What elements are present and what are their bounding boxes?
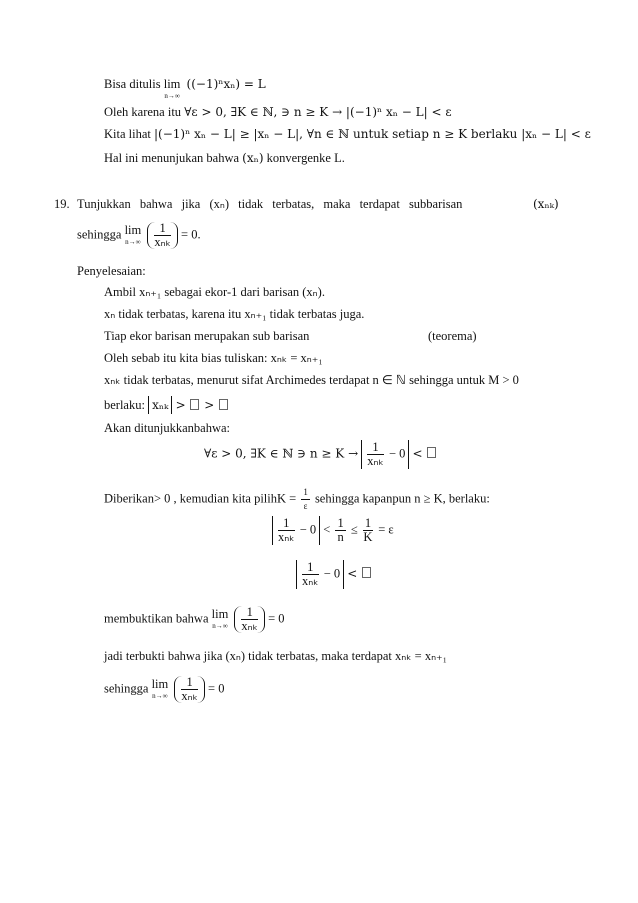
fraction-den: xₙₖ [181, 689, 198, 703]
paren-group [174, 676, 205, 703]
lim-sub: n→∞ [125, 238, 141, 246]
math: < [347, 566, 362, 581]
fraction-den: ε [303, 501, 308, 511]
answer-line-4: Oleh sebab itu kita bias tuliskan: xₙₖ = xₙ₊₁ [104, 351, 323, 365]
abs-value [361, 440, 409, 469]
fraction [301, 486, 310, 513]
question-text [77, 196, 551, 212]
fraction [154, 222, 171, 249]
math: (xₙ) [242, 151, 264, 165]
answer-line-9 [104, 486, 490, 513]
answer-line-2: xₙ tidak terbatas, karena itu xₙ₊₁ tidak terbatas juga. [104, 307, 365, 321]
math: − 0 [323, 566, 341, 581]
fraction [302, 561, 319, 588]
math: = ε [378, 522, 394, 537]
fraction [241, 606, 258, 633]
limit-operator [152, 676, 169, 700]
limit-operator [125, 222, 142, 246]
abs-value [296, 560, 344, 589]
math: ≤ [350, 522, 358, 537]
line-hal-ini [104, 150, 345, 166]
math: ∀ε > 0, ∃K ∈ ℕ ∋ n ≥ K → [204, 446, 359, 461]
fraction-den: n [337, 530, 344, 544]
question-limit-line [77, 222, 201, 249]
text: Diberikan> 0 , kemudian kita pilihK = [104, 491, 297, 506]
text: konvergenke L. [266, 151, 345, 165]
answer-line-6 [104, 396, 229, 414]
missing-glyph-box [190, 399, 199, 410]
abs-value [272, 516, 320, 545]
answer-line-13: jadi terbukti bahwa jika (xₙ) tidak terbatas, maka terdapat xₙₖ = xₙ₊₁ [104, 649, 448, 663]
text: sehingga kapanpun n ≥ K, berlaku: [314, 491, 490, 506]
fraction [335, 517, 345, 544]
fraction-num: 1 [337, 516, 344, 530]
math: < [412, 446, 427, 461]
lim-sub: n→∞ [164, 92, 180, 100]
fraction [367, 441, 384, 468]
text: membuktikan bahwa [104, 611, 209, 626]
fraction-num: 1 [154, 222, 171, 236]
answer-line-1: Ambil xₙ₊₁ sebagai ekor-1 dari barisan (xₙ). [104, 285, 325, 299]
math: − 0 [299, 522, 317, 537]
text: sehingga [104, 681, 149, 696]
missing-glyph-box [362, 567, 371, 578]
answer-line-3: Tiap ekor barisan merupakan sub barisan [104, 329, 310, 343]
text: berlaku: [104, 398, 145, 412]
fraction [278, 517, 295, 544]
fraction-num: 1 [301, 486, 310, 500]
subsequence-symbol: (xₙₖ) [533, 197, 559, 211]
math: < [323, 522, 331, 537]
answer-line-7: Akan ditunjukkanbahwa: [104, 421, 231, 435]
fraction-den: xₙₖ [241, 619, 258, 633]
lim-word: lim [124, 223, 142, 237]
answer-line-10 [272, 516, 394, 545]
math: |(−1)ⁿ xₙ − L| ≥ |xₙ − L|, ∀n ∈ ℕ untuk setiap n ≥ K berlaku |xₙ − L| < ε [154, 127, 591, 141]
paren-group [147, 222, 178, 249]
text: = 0. [181, 227, 201, 242]
fraction-den: xₙₖ [278, 530, 295, 544]
fraction-num: 1 [364, 516, 372, 530]
line-kita-lihat [104, 126, 591, 142]
fraction-num: 1 [367, 441, 384, 455]
fraction [363, 517, 373, 544]
question-number: 19. [54, 197, 70, 211]
answer-line-11 [296, 560, 372, 589]
text: Bisa ditulis [104, 77, 161, 91]
text: Oleh karena itu [104, 105, 182, 119]
fraction-den: K [363, 530, 373, 544]
math: − 0 [388, 446, 406, 461]
limit-operator [212, 606, 229, 630]
fraction [181, 676, 198, 703]
paren-group [234, 606, 265, 633]
math: > [200, 398, 219, 412]
missing-glyph-box [219, 399, 228, 410]
text: Kita lihat [104, 127, 151, 141]
fraction-num: 1 [278, 517, 295, 531]
lim-sub: n→∞ [152, 692, 168, 700]
math: ∀ε > 0, ∃K ∈ ℕ, ∋ n ≥ K → |(−1)ⁿ xₙ − L| < ε [184, 105, 452, 119]
math: = 0 [208, 681, 225, 696]
fraction-den: xₙₖ [367, 454, 384, 468]
abs-value: xₙₖ [148, 396, 172, 414]
lim-word: lim [151, 677, 169, 691]
math: ((−1)ⁿxₙ) = L [186, 77, 266, 91]
math: > [175, 398, 190, 412]
math: = 0 [268, 611, 285, 626]
fraction-num: 1 [181, 676, 198, 690]
fraction-num: 1 [302, 561, 319, 575]
answer-line-8 [204, 440, 437, 469]
text: Hal ini menunjukan bahwa [104, 151, 240, 165]
lim-word: lim [163, 77, 181, 91]
fraction-den: xₙₖ [302, 574, 319, 588]
fraction-num: 1 [241, 606, 258, 620]
penyelesaian-heading: Penyelesaian: [77, 264, 146, 278]
theorem-note: (teorema) [428, 329, 477, 343]
lim-word: lim [211, 607, 229, 621]
line-bisa-ditulis [104, 76, 266, 100]
text: sehingga [77, 227, 122, 242]
line-oleh-karena [104, 104, 452, 120]
limit-operator [164, 76, 181, 100]
lim-sub: n→∞ [212, 622, 228, 630]
answer-line-14 [104, 676, 224, 703]
text: Tunjukkan bahwa jika (xₙ) tidak terbatas, maka terdapat subbarisan [77, 197, 463, 211]
answer-line-12 [104, 606, 285, 633]
missing-glyph-box [427, 447, 436, 458]
answer-line-5: xₙₖ tidak terbatas, menurut sifat Archimedes terdapat n ∈ ℕ sehingga untuk M > 0 [104, 373, 519, 387]
fraction-den: xₙₖ [154, 235, 171, 249]
